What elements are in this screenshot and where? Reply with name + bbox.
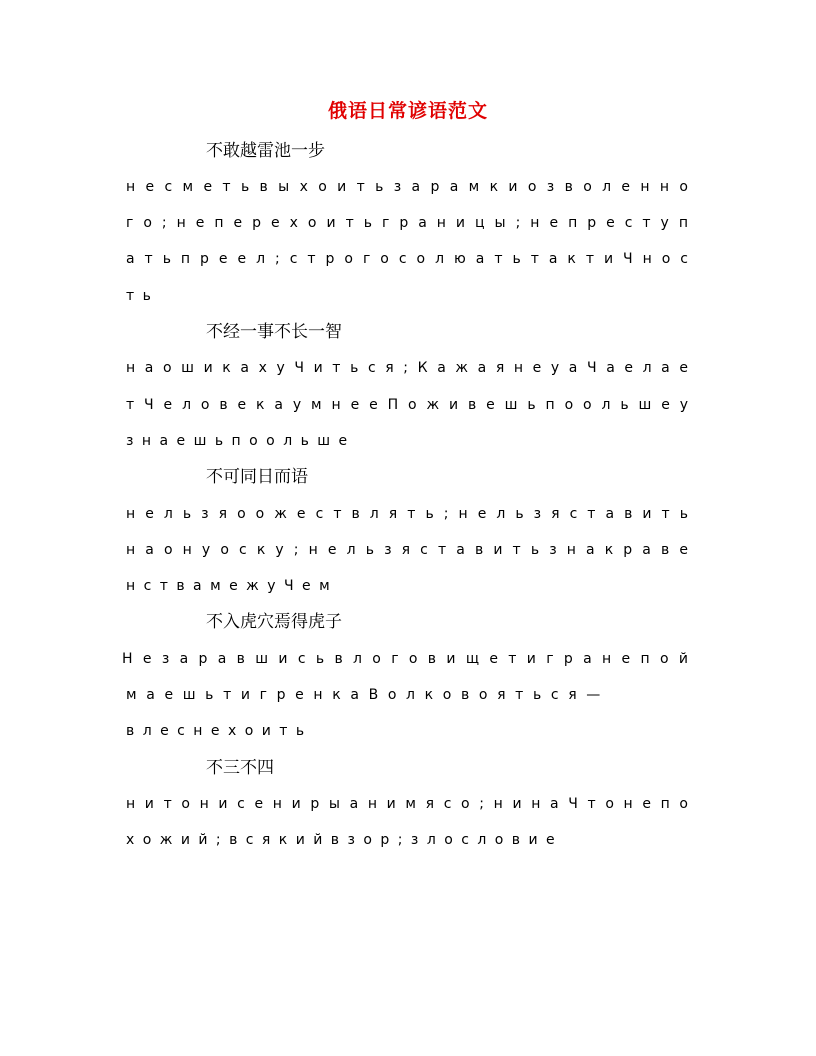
proverb-translation-line: м а е ш ь т и г р е н к а В о л к о в о я т ь с я — — [126, 687, 603, 703]
proverb-translation-line: х о ж и й ; в с я к и й в з о р ; з л о с л о в и е — [126, 832, 557, 848]
proverb-translation-line: а т ь п р е е л ; с т р о г о с о л ю а т ь т а к т и Ч н о с — [126, 251, 688, 267]
proverb-translation-line: з н а е ш ь п о о л ь ш е — [126, 433, 350, 449]
proverb-translation-line: н е л ь з я о о ж е с т в л я т ь ; н е л ь з я с т а в и т ь — [126, 506, 688, 522]
proverb-heading: 不敢越雷池一步 — [206, 141, 325, 161]
proverb-heading: 不可同日而语 — [206, 467, 308, 487]
proverb-translation-line: н а о ш и к а х у Ч и т ь с я ; К а ж а я н е у а Ч а е л а е — [126, 360, 688, 376]
proverb-translation-line: г о ; н е п е р е х о и т ь г р а н и ц ы ; н е п р е с т у п — [126, 215, 688, 231]
proverb-translation-line: н с т в а м е ж у Ч е м — [126, 578, 332, 594]
proverb-translation-line: н а о н у о с к у ; н е л ь з я с т а в и т ь з н а к р а в е — [126, 542, 688, 558]
proverb-translation-line: в л е с н е х о и т ь — [126, 723, 307, 739]
proverb-translation-line: т Ч е л о в е к а у м н е е П о ж и в е ш ь п о о л ь ш е у — [126, 397, 688, 413]
proverb-translation-line: Н е з а р а в ш и с ь в л о г о в и щ е т и г р а н е п о й — [122, 651, 688, 667]
proverb-heading: 不入虎穴焉得虎子 — [206, 612, 342, 632]
proverb-translation-line: н и т о н и с е н и р ы а н и м я с о ; н и н а Ч т о н е п о — [126, 796, 688, 812]
proverb-translation-line: н е с м е т ь в ы х о и т ь з а р а м к и о з в о л е н н о — [126, 179, 688, 195]
document-title: 俄语日常谚语范文 — [327, 100, 488, 122]
proverb-translation-line: т ь — [126, 288, 153, 304]
proverb-heading: 不经一事不长一智 — [206, 322, 342, 342]
proverb-heading: 不三不四 — [206, 758, 274, 778]
